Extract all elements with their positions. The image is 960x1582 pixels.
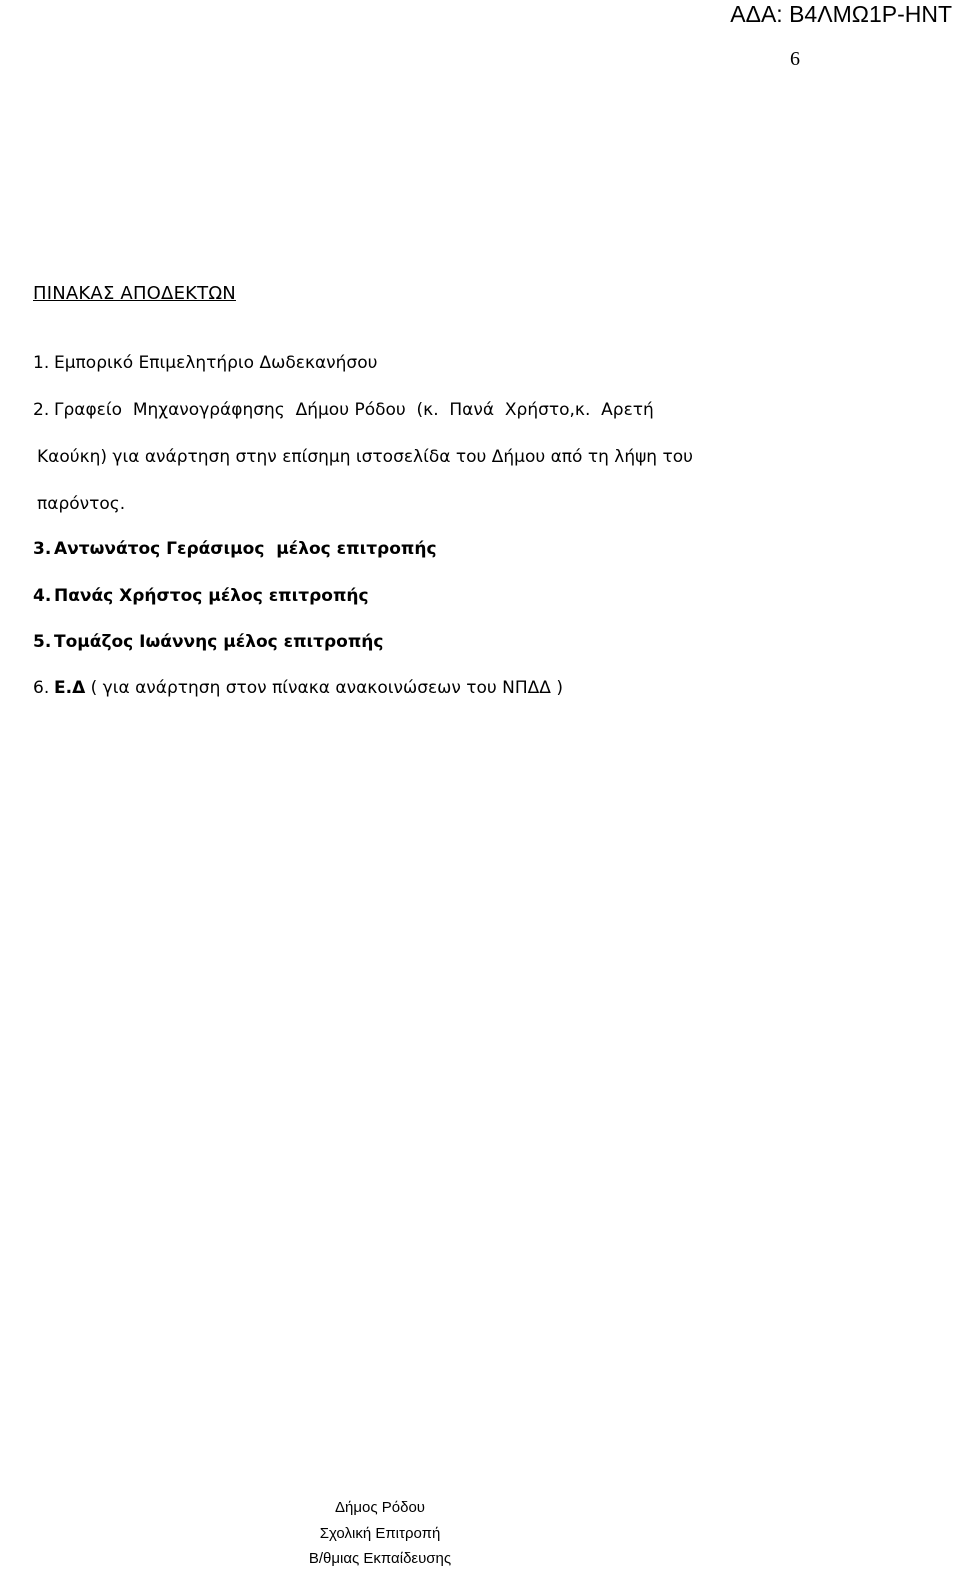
- footer-line: Σχολική Επιτροπή: [319, 1525, 441, 1542]
- item-text: Γραφείο Μηχανογράφησης Δήμου Ρόδου (κ. Πανά Χρήστο,κ. Αρετή: [54, 400, 654, 420]
- list-item: [33, 538, 437, 560]
- list-item: [33, 631, 383, 653]
- item-text: Αντωνάτος Γεράσιμος μέλος επιτροπής: [54, 539, 437, 559]
- footer-line: Β/θμιας Εκπαίδευσης: [308, 1550, 452, 1567]
- item-text: ( για ανάρτηση στον πίνακα ανακοινώσεων του ΝΠΔΔ ): [85, 678, 563, 698]
- ada-code: ΑΔΑ: Β4ΛΜΩ1Ρ-ΗΝΤ: [730, 1, 952, 27]
- item-number: 4.: [33, 586, 52, 606]
- list-item: [33, 352, 377, 374]
- item-text: Τομάζος Ιωάννης μέλος επιτροπής: [54, 632, 384, 652]
- item-number: 3.: [33, 539, 52, 559]
- list-item: [33, 399, 654, 421]
- item-text-continued: παρόντος.: [37, 494, 126, 514]
- item-text: Εμπορικό Επιμελητήριο Δωδεκανήσου: [54, 353, 378, 373]
- item-text-continued: Καούκη) για ανάρτηση στην επίσημη ιστοσελίδα του Δήμου από τη λήψη του: [37, 447, 693, 467]
- footer-line: Δήμος Ρόδου: [335, 1499, 425, 1516]
- item-number: 2.: [33, 400, 50, 420]
- list-item: [33, 677, 563, 699]
- item-number: 5.: [33, 632, 52, 652]
- item-number: 6.: [33, 678, 50, 698]
- list-item: [33, 585, 369, 607]
- page-number: 6: [790, 48, 800, 70]
- item-number: 1.: [33, 353, 50, 373]
- item-text: Πανάς Χρήστος μέλος επιτροπής: [54, 586, 369, 606]
- item-text-prefix: Ε.Δ: [54, 678, 86, 698]
- page-title: ΠΙΝΑΚΑΣ ΑΠΟΔΕΚΤΩΝ: [33, 283, 236, 304]
